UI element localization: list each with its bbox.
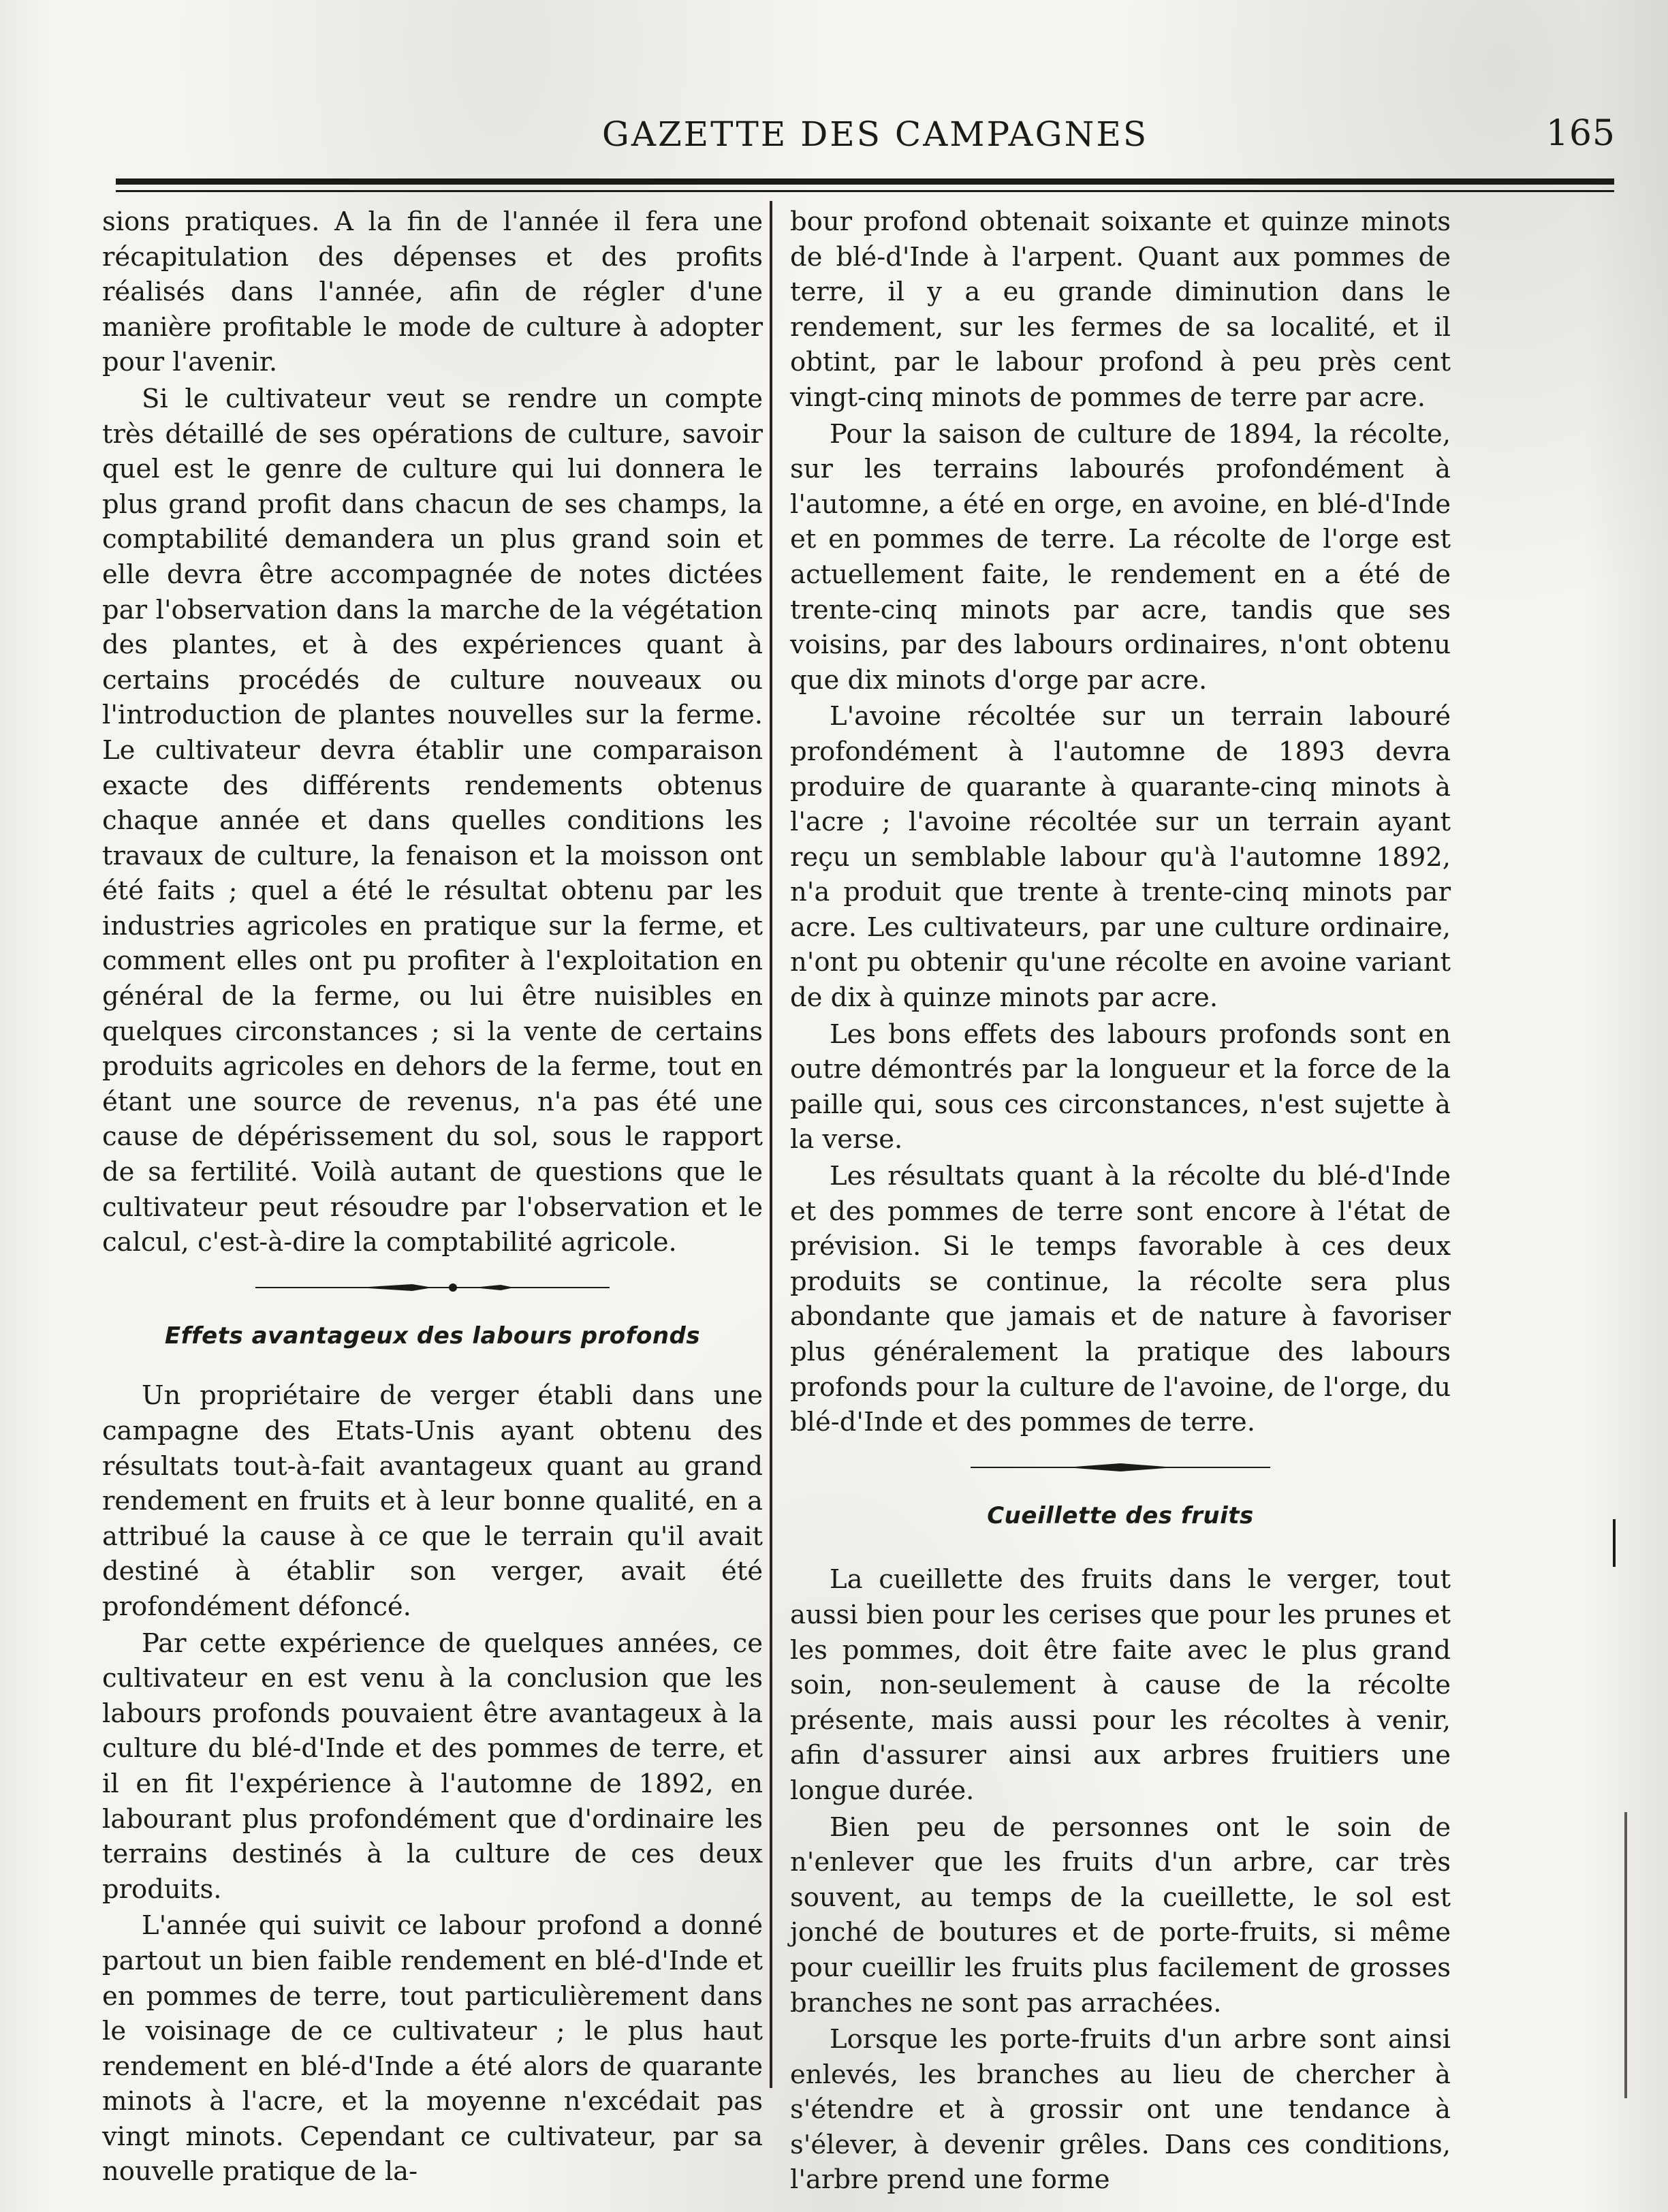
left-paragraph-2: Si le cultivateur veut se rendre un compte très détaillé de ses opérations de culture, savoir quel est le genre de culture qui lui donnera le plus grand profit dans chacun de ses champs, la comptabilité demandera un plus grand soin et elle devra être accompagnée de notes dictées par l'observation dans la marche de la végétation des plantes, et à des expériences quant à certains procédés de culture nouveaux ou l'introduction de plantes nouvelles sur la ferme. Le cultivateur devra établir une comparaison exacte des différents rendements obtenus chaque année et dans quelles conditions les travaux de culture, la fenaison et la moisson ont été faits ; quel a été le résultat obtenu par les industries agricoles en pratique sur la ferme, et comment elles ont pu profiter à l'exploitation en général de la ferme, ou lui être nuisibles en quelques circonstances ; si la vente de certains produits agricoles en dehors de la ferme, tout en étant une source de revenus, n'a pas été une cause de dépérissement du sol, sous le rapport de sa fertilité. Voilà autant de questions que le cultivateur peut résoudre par l'observation et le calcul, c'est-à-dire la comptabilité agricole. [102, 383, 763, 1258]
header-rule-thin [116, 190, 1614, 192]
right-paragraph-4: Les bons effets des labours profonds sont en outre démontrés par la longueur et la force de la paille qui, sous ces circonstances, n'est sujette à la verse. [790, 1018, 1451, 1155]
left-paragraph-1: sions pratiques. A la fin de l'année il fera une récapitulation des dépenses et des profits réalisés dans l'année, afin de régler d'une manière profitable le mode de culture à adopter pour l'avenir. [102, 206, 763, 378]
right-paragraph-2: Pour la saison de culture de 1894, la récolte, sur les terrains labourés profondément à l'automne, a été en orge, en avoine, en blé-d'Inde et en pommes de terre. La récolte de l'orge est actuellement faite, le rendement en a été de trente-cinq minots par acre, tandis que ses voisins, par des labours ordinaires, n'ont obtenu que dix minots d'orge par acre. [790, 418, 1451, 696]
left-paragraph-5: L'année qui suivit ce labour profond a donné partout un bien faible rendement en blé-d'Inde et en pommes de terre, tout particulièrement dans le voisinage de ce cultivateur ; le plus haut rendement en blé-d'Inde a été alors de quarante minots à l'acre, et la moyenne n'excédait pas vingt minots. Cependant ce cultivateur, par sa nouvelle pratique de la- [102, 1910, 763, 2187]
left-paragraph-3: Un propriétaire de verger établi dans une campagne des Etats-Unis ayant obtenu des résultats tout-à-fait avantageux quant au grand rendement en fruits et à leur bonne qualité, en a attribué la cause à ce que le terrain qu'il avait destiné à établir son verger, avait été profondément défoncé. [102, 1380, 763, 1622]
header-rule-thick [116, 178, 1614, 185]
column-divider [770, 201, 772, 2088]
section-title-labours: Effets avantageux des labours profonds [164, 1322, 701, 1350]
left-column [102, 204, 763, 2190]
left-paragraph-4: Par cette expérience de quelques années, ce cultivateur en est venu à la conclusion que les labours profonds pouvaient être avantageux à la culture du blé-d'Inde et des pommes de terre, et il en fit l'expérience à l'automne de 1892, en labourant plus profondément que d'ordinaire les terrains destinés à la culture de ces deux produits. [102, 1627, 763, 1905]
right-paragraph-5: Les résultats quant à la récolte du blé-d'Inde et des pommes de terre sont encore à l'état de prévision. Si le temps favorable à ces deux produits se continue, la récolte sera plus abondante que jamais et de nature à favoriser plus généralement la pratique des labours profonds pour la culture de l'avoine, de l'orge, du blé-d'Inde et des pommes de terre. [790, 1161, 1451, 1438]
margin-mark [1613, 1519, 1616, 1567]
right-paragraph-3: L'avoine récoltée sur un terrain labouré profondément à l'automne de 1893 devra produire de quarante à quarante-cinq minots à l'acre ; l'avoine récoltée sur un terrain ayant reçu un semblable labour qu'à l'automne 1892, n'a produit que trente à trente-cinq minots par acre. Les cultivateurs, par une culture ordinaire, n'ont pu obtenir qu'une récolte en avoine variant de dix à quinze minots par acre. [790, 701, 1451, 1014]
page-title: GAZETTE DES CAMPAGNES [601, 114, 1149, 154]
page-number: 165 [1545, 113, 1616, 154]
ornament-divider [255, 1279, 610, 1296]
right-column [790, 204, 1451, 2198]
section-title-cueillette: Cueillette des fruits [987, 1501, 1254, 1529]
page-header [116, 102, 1635, 163]
right-paragraph-7: Bien peu de personnes ont le soin de n'enlever que les fruits d'un arbre, car très souvent, au temps de la cueillette, le sol est jonché de boutures et de porte-fruits, si même pour cueillir les fruits plus facilement de grosses branches ne sont pas arrachées. [790, 1811, 1451, 2019]
margin-mark-lower [1624, 1812, 1627, 2098]
right-paragraph-6: La cueillette des fruits dans le verger, tout aussi bien pour les cerises que pour les prunes et les pommes, doit être faite avec le plus grand soin, non-seulement à cause de la récolte présente, mais aussi pour les récoltes à venir, afin d'assurer ainsi aux arbres fruitiers une longue durée. [790, 1564, 1451, 1806]
right-paragraph-1: bour profond obtenait soixante et quinze minots de blé-d'Inde à l'arpent. Quant aux pommes de terre, il y a eu grande diminution dans le rendement, sur les fermes de sa localité, et il obtint, par le labour profond à peu près cent vingt-cinq minots de pommes de terre par acre. [790, 206, 1451, 413]
ornament-divider-right [971, 1459, 1270, 1476]
right-paragraph-8: Lorsque les porte-fruits d'un arbre sont ainsi enlevés, les branches au lieu de chercher à s'étendre et à grossir ont une tendance à s'élever, à devenir grêles. Dans ces conditions, l'arbre prend une forme [790, 2024, 1451, 2196]
